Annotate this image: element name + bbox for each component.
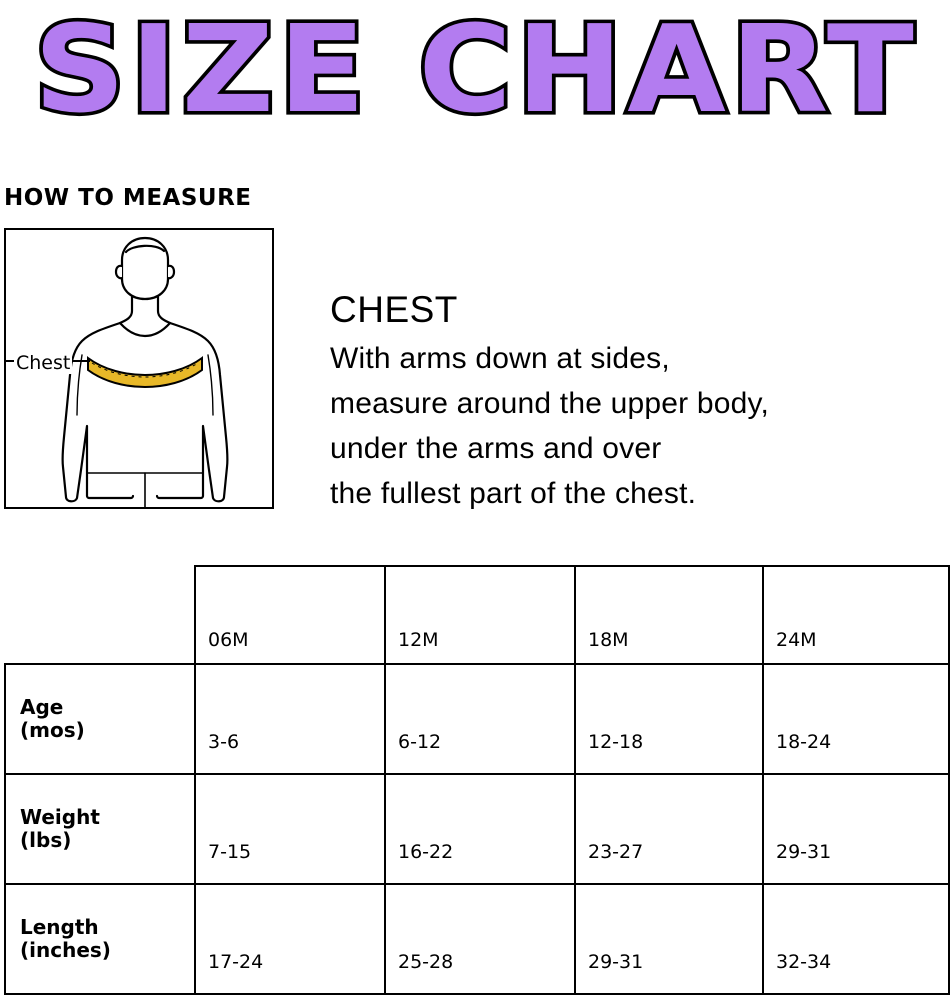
table-column-header: 24M: [763, 566, 949, 664]
table-cell: 3-6: [195, 664, 385, 774]
chest-heading: CHEST: [330, 289, 458, 330]
chest-instructions: [330, 336, 940, 516]
table-column-header: 12M: [385, 566, 575, 664]
table-cell: 29-31: [763, 774, 949, 884]
table-cell: 7-15: [195, 774, 385, 884]
table-row-label: [5, 664, 195, 774]
table-cell: 32-34: [763, 884, 949, 994]
table-cell: 6-12: [385, 664, 575, 774]
chest-instruction-line: measure around the upper body,: [330, 387, 770, 420]
table-column-header: 06M: [195, 566, 385, 664]
chest-instruction-line: the fullest part of the chest.: [330, 477, 697, 510]
table-row-label-line: Weight: [20, 805, 100, 829]
table-cell: 17-24: [195, 884, 385, 994]
table-row-label: [5, 774, 195, 884]
table-row-label-line: Age: [20, 695, 64, 719]
table-header-row: [5, 566, 949, 664]
table-cell: 12-18: [575, 664, 763, 774]
table-row-label: [5, 884, 195, 994]
table-row-label-line: (inches): [20, 938, 111, 962]
table-cell: 16-22: [385, 774, 575, 884]
table-row: [5, 664, 949, 774]
table-corner-cell: [5, 566, 195, 664]
table-cell: 29-31: [575, 884, 763, 994]
chest-instruction-line: under the arms and over: [330, 432, 662, 465]
table-row: [5, 774, 949, 884]
chest-instruction-line: With arms down at sides,: [330, 342, 670, 375]
table-column-header: 18M: [575, 566, 763, 664]
size-table: [4, 565, 950, 995]
chest-description: [330, 288, 940, 516]
table-cell: 25-28: [385, 884, 575, 994]
page-title-banner: [0, 0, 952, 150]
chest-label: Chest: [16, 352, 71, 374]
table-row-label-line: (mos): [20, 718, 85, 742]
how-to-measure-heading: HOW TO MEASURE: [4, 185, 252, 211]
table-cell: 18-24: [763, 664, 949, 774]
table-row-label-line: (lbs): [20, 828, 72, 852]
table-row-label-line: Length: [20, 915, 99, 939]
page-title: SIZE CHART: [33, 0, 919, 140]
table-row: [5, 884, 949, 994]
table-cell: 23-27: [575, 774, 763, 884]
